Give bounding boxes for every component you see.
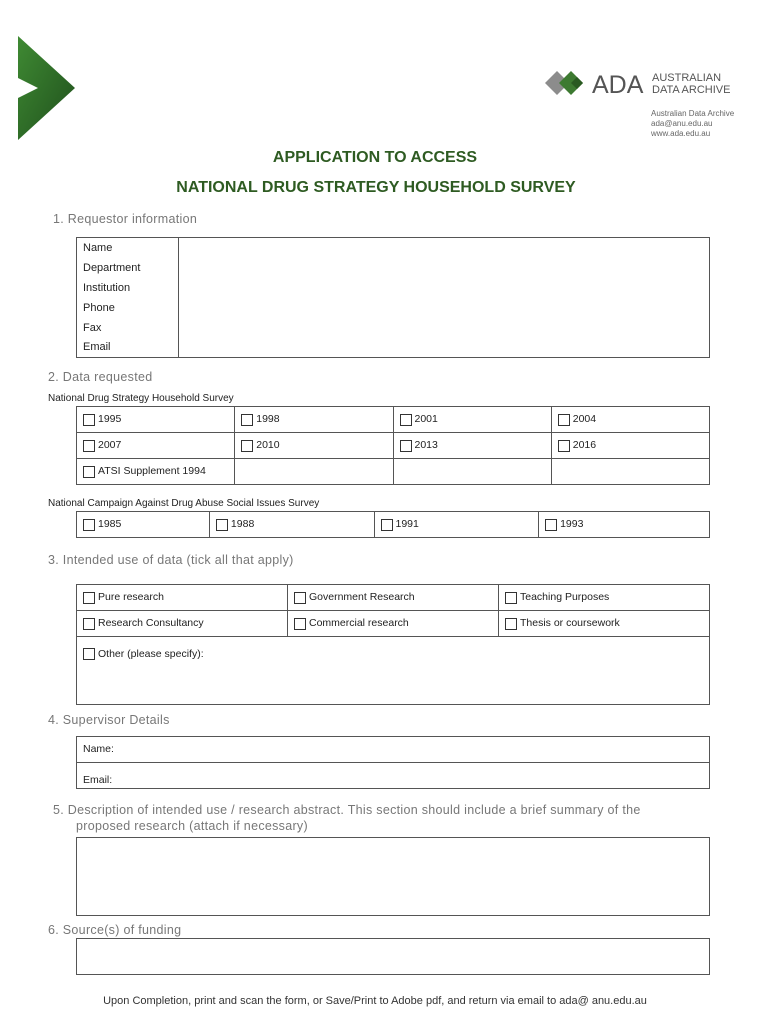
supervisor-name-label: Name: [83, 743, 114, 756]
checkbox-label: 2004 [572, 413, 597, 426]
supervisor-email-field[interactable] [77, 763, 710, 789]
checkbox-label: ATSI Supplement 1994 [98, 465, 206, 478]
checkbox-icon[interactable] [83, 618, 95, 630]
requestor-field-label: Fax [77, 318, 179, 338]
use-option[interactable] [77, 611, 288, 637]
checkbox-icon[interactable] [294, 592, 306, 604]
checkbox-icon[interactable] [505, 618, 517, 630]
atsi-option[interactable] [77, 459, 235, 485]
ndshs-table [76, 406, 710, 485]
checkbox-icon[interactable] [241, 440, 253, 452]
requestor-row [77, 258, 710, 278]
requestor-field-label: Department [77, 258, 179, 278]
checkbox-label: 1988 [230, 518, 255, 531]
checkbox-icon[interactable] [216, 519, 228, 531]
section-5-heading-line2: proposed research (attach if necessary) [76, 819, 308, 833]
checkbox-icon[interactable] [83, 440, 95, 452]
checkbox-label: Other (please specify): [98, 648, 204, 661]
requestor-field-input[interactable] [179, 258, 710, 278]
checkbox-label: Teaching Purposes [520, 591, 610, 604]
requestor-field-label: Name [77, 238, 179, 258]
checkbox-icon[interactable] [558, 440, 570, 452]
archive-line2: DATA ARCHIVE [652, 84, 731, 96]
section-5-heading-line1: 5. Description of intended use / research abstract. This section should include a brief summary of the [53, 803, 641, 817]
checkbox-label: 2001 [414, 413, 438, 426]
checkbox-label: 1991 [395, 518, 419, 531]
ndshs-year-option[interactable] [551, 433, 709, 459]
intended-use-table [76, 584, 710, 705]
checkbox-icon[interactable] [83, 648, 95, 660]
requestor-field-input[interactable] [179, 318, 710, 338]
checkbox-icon[interactable] [400, 440, 412, 452]
use-option[interactable] [288, 585, 499, 611]
section-2-heading: 2. Data requested [48, 370, 153, 384]
checkbox-label: 2016 [572, 439, 597, 452]
section-6-heading: 6. Source(s) of funding [48, 923, 182, 937]
requestor-field-label: Institution [77, 278, 179, 298]
checkbox-icon[interactable] [83, 466, 95, 478]
checkbox-label: 1985 [98, 518, 122, 531]
checkbox-label: Thesis or coursework [520, 617, 620, 630]
checkbox-icon[interactable] [545, 519, 557, 531]
requestor-field-input[interactable] [179, 338, 710, 358]
checkbox-label: 1998 [256, 413, 280, 426]
requestor-field-input[interactable] [179, 278, 710, 298]
section-4-heading: 4. Supervisor Details [48, 713, 170, 727]
section-3-heading: 3. Intended use of data (tick all that apply) [48, 553, 294, 567]
ncada-table [76, 511, 710, 538]
checkbox-icon[interactable] [83, 592, 95, 604]
funding-textarea[interactable] [76, 938, 710, 975]
checkbox-icon[interactable] [400, 414, 412, 426]
use-option[interactable] [288, 611, 499, 637]
checkbox-icon[interactable] [381, 519, 393, 531]
requestor-row [77, 278, 710, 298]
ncada-year-option[interactable] [374, 512, 539, 538]
checkbox-icon[interactable] [241, 414, 253, 426]
checkbox-label: 1995 [98, 413, 122, 426]
contact-name: Australian Data Archive [651, 109, 735, 118]
ndshs-caption: National Drug Strategy Household Survey [48, 393, 234, 404]
checkbox-label: 2007 [98, 439, 122, 452]
ada-logo-icon [545, 68, 589, 103]
use-option[interactable] [499, 611, 710, 637]
checkbox-label: 1993 [560, 518, 584, 531]
checkbox-icon[interactable] [294, 618, 306, 630]
ndshs-year-option[interactable] [551, 407, 709, 433]
abstract-textarea[interactable] [76, 837, 710, 916]
requestor-table [76, 237, 710, 358]
empty-cell [235, 459, 393, 485]
use-option[interactable] [499, 585, 710, 611]
ndshs-year-option[interactable] [235, 433, 393, 459]
page-subtitle: NATIONAL DRUG STRATEGY HOUSEHOLD SURVEY [176, 179, 576, 196]
requestor-field-label: Phone [77, 298, 179, 318]
ncada-year-option[interactable] [209, 512, 374, 538]
supervisor-table [76, 736, 710, 789]
ndshs-year-option[interactable] [235, 407, 393, 433]
use-option[interactable] [77, 585, 288, 611]
empty-cell [551, 459, 709, 485]
section-1-heading: 1. Requestor information [53, 212, 198, 226]
contact-block [651, 109, 734, 139]
ncada-caption: National Campaign Against Drug Abuse Social Issues Survey [48, 498, 320, 509]
page-title: APPLICATION TO ACCESS [272, 149, 478, 166]
supervisor-name-field[interactable] [77, 737, 710, 763]
ndshs-year-option[interactable] [393, 433, 551, 459]
use-option-other[interactable] [77, 637, 710, 705]
checkbox-label: Research Consultancy [98, 617, 204, 630]
requestor-field-label: Email [77, 338, 179, 358]
checkbox-label: 2013 [414, 439, 438, 452]
footer-instructions: Upon Completion, print and scan the form, or Save/Print to Adobe pdf, and return via email to ada@ anu.edu.au [103, 995, 647, 1007]
archive-name [652, 72, 730, 96]
checkbox-label: Government Research [309, 591, 415, 604]
archive-line1: AUSTRALIAN [652, 72, 722, 84]
requestor-row [77, 338, 710, 358]
checkbox-icon[interactable] [83, 519, 95, 531]
ndshs-year-option[interactable] [77, 407, 235, 433]
ada-logo-text: ADA [592, 71, 644, 99]
checkbox-icon[interactable] [558, 414, 570, 426]
requestor-row [77, 318, 710, 338]
checkbox-label: 2010 [256, 439, 280, 452]
ndshs-year-option[interactable] [393, 407, 551, 433]
ncada-year-option[interactable] [539, 512, 710, 538]
checkbox-label: Commercial research [309, 617, 409, 630]
requestor-field-input[interactable] [179, 298, 710, 318]
chevron-logo-icon [18, 36, 76, 145]
contact-web: www.ada.edu.au [651, 129, 711, 138]
empty-cell [393, 459, 551, 485]
requestor-row [77, 298, 710, 318]
requestor-row [77, 238, 710, 258]
requestor-field-input[interactable] [179, 238, 710, 258]
checkbox-icon[interactable] [83, 414, 95, 426]
checkbox-label: Pure research [98, 591, 164, 604]
contact-email: ada@anu.edu.au [651, 119, 713, 128]
checkbox-icon[interactable] [505, 592, 517, 604]
ndshs-year-option[interactable] [77, 433, 235, 459]
ncada-year-option[interactable] [77, 512, 210, 538]
supervisor-email-label: Email: [83, 774, 113, 786]
